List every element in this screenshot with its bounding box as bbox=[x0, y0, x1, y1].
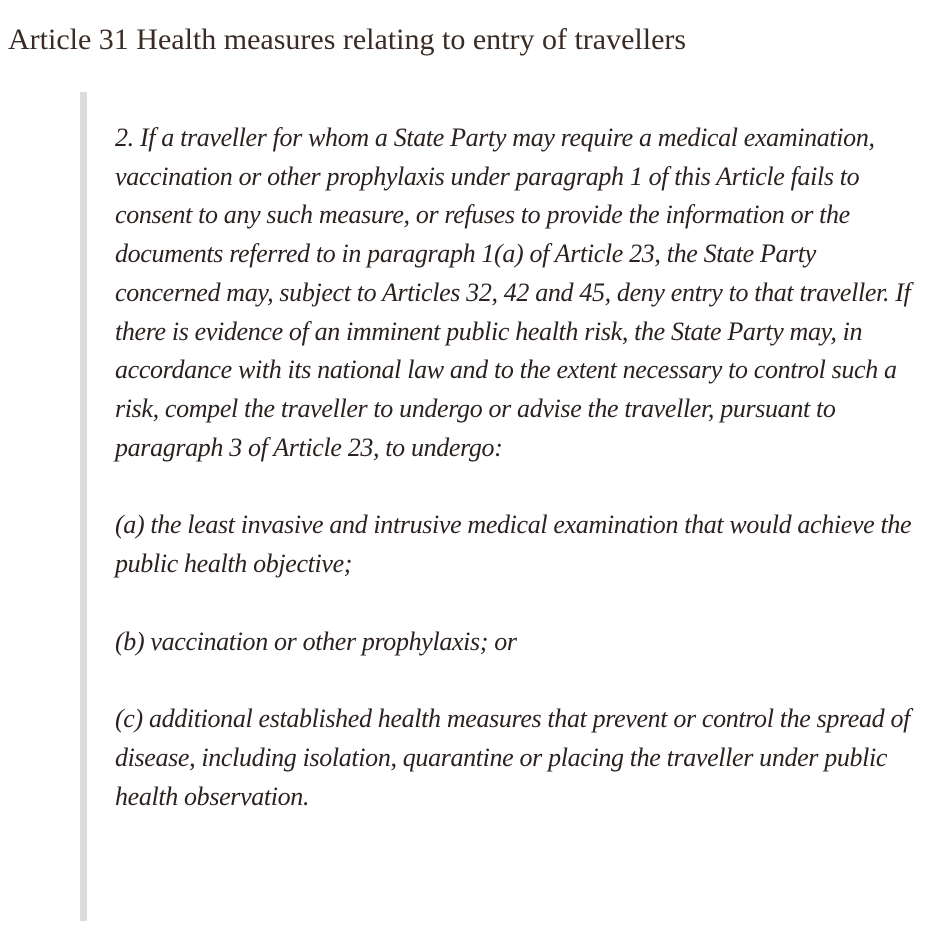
quote-body bbox=[115, 119, 915, 856]
paragraph-2: 2. If a traveller for whom a State Party may require a medical examination, vaccination or other prophylaxis under paragraph 1 of this Article fails to consent to any such measure, or refuses to provide the information or the documents referred to in paragraph 1(a) of Article 23, the State Party concerned may, subject to Articles 32, 42 and 45, deny entry to that traveller. If there is evidence of an imminent public health risk, the State Party may, in accordance with its national law and to the extent necessary to control such a risk, compel the traveller to undergo or advise the traveller, pursuant to paragraph 3 of Article 23, to undergo: bbox=[115, 123, 911, 462]
clause-c: (c) additional established health measures that prevent or control the spread of disease, including isolation, quarantine or placing the traveller under public health observation. bbox=[115, 704, 910, 811]
article-quote-block bbox=[80, 92, 912, 921]
article-heading: Article 31 Health measures relating to entry of travellers bbox=[8, 23, 687, 56]
clause-b: (b) vaccination or other prophylaxis; or bbox=[115, 626, 517, 656]
clause-a: (a) the least invasive and intrusive medical examination that would achieve the public health objective; bbox=[115, 510, 912, 579]
